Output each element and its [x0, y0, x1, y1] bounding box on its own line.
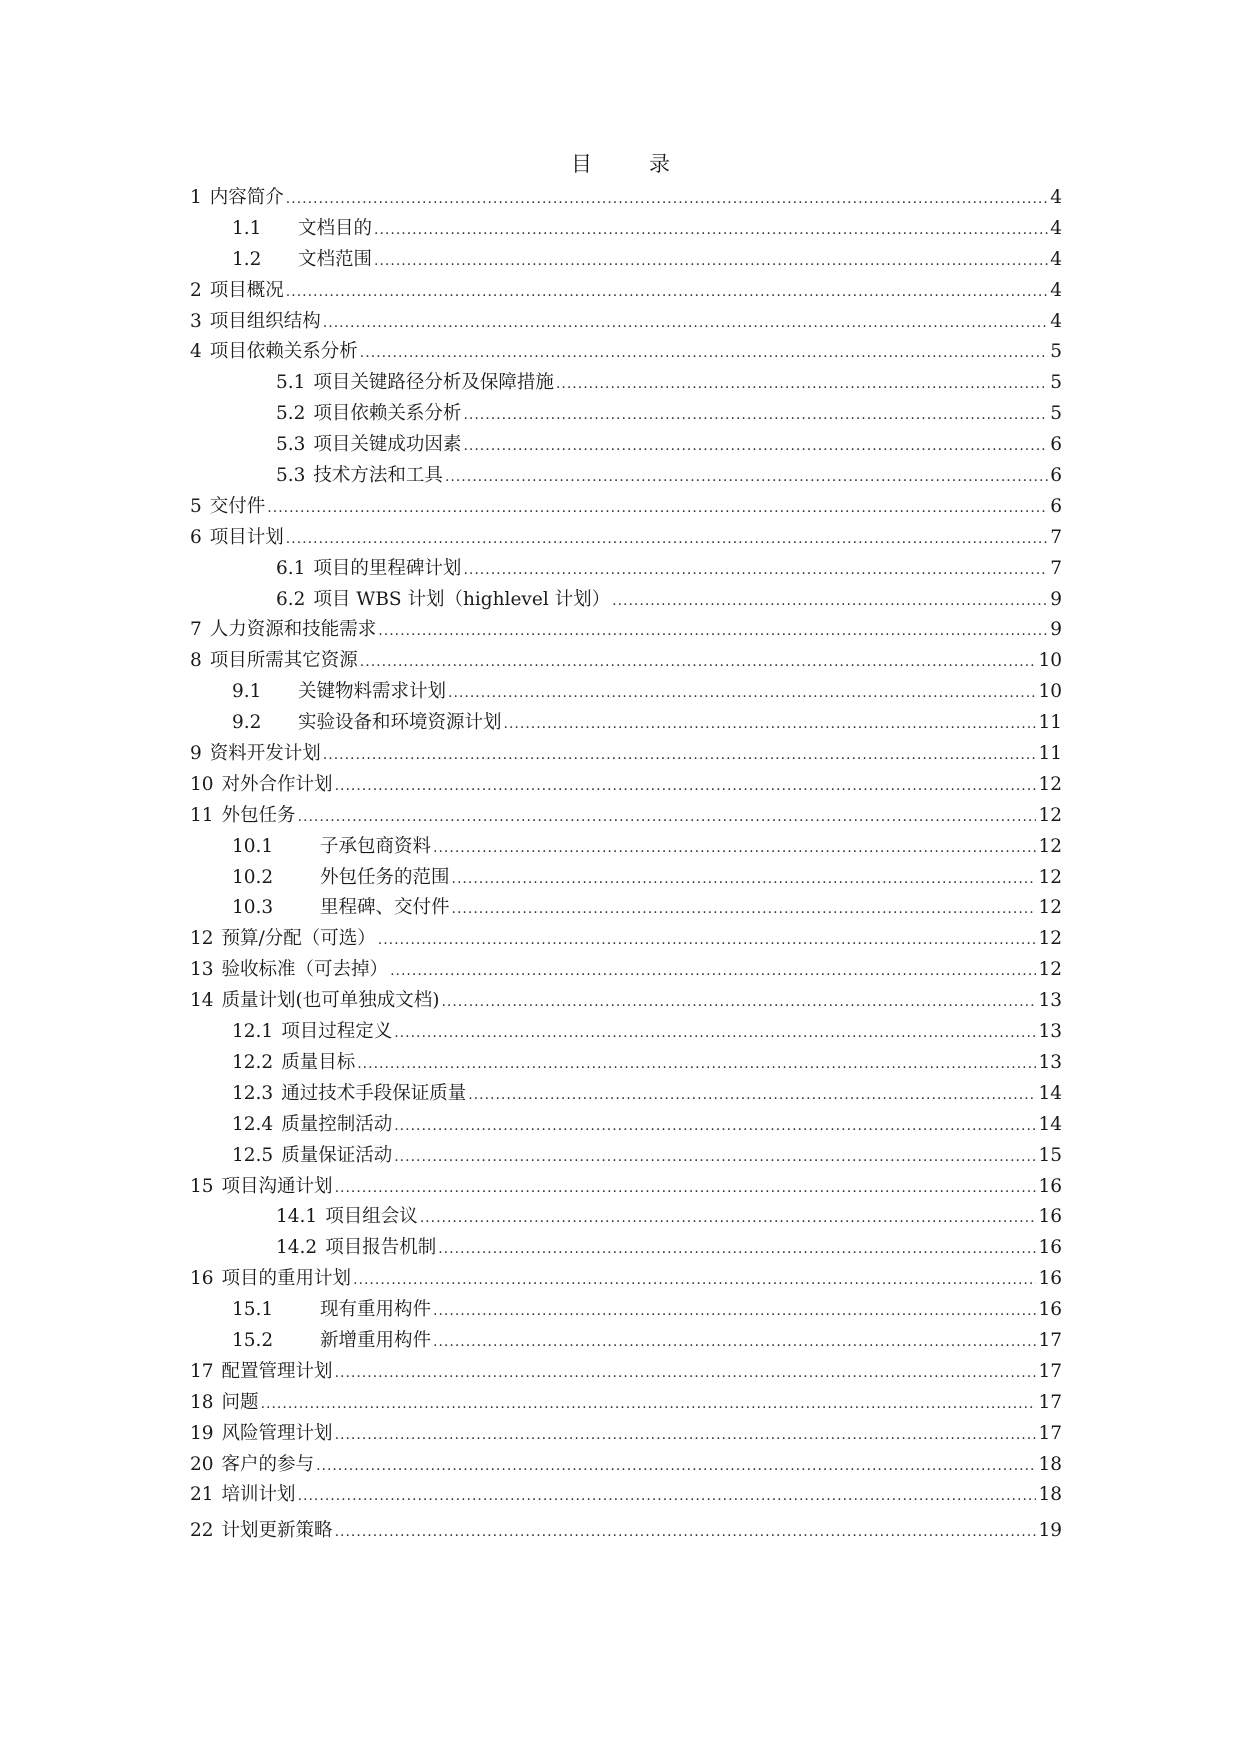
toc-entry-number: 7: [190, 619, 202, 641]
toc-entry-number: 21: [190, 1484, 214, 1506]
toc-entry-number: 5.2: [276, 403, 306, 425]
toc-entry[interactable]: [190, 1357, 1062, 1388]
toc-entry-page-number: 16: [1038, 1206, 1062, 1228]
toc-entry-page-number: 17: [1038, 1422, 1062, 1444]
toc-dot-leader: [612, 586, 1048, 617]
toc-entry[interactable]: [190, 1450, 1062, 1481]
toc-entry-number: 9.1: [232, 681, 262, 703]
toc-dot-leader: [452, 894, 1037, 925]
toc-entry-page-number: 12: [1038, 959, 1062, 981]
toc-entry-number: 2: [190, 279, 202, 301]
toc-dot-leader: [335, 1517, 1037, 1548]
toc-entry-number: 22: [190, 1520, 214, 1542]
toc-entry-label: 项目所需其它资源: [209, 650, 358, 672]
toc-entry-number: 12.3: [232, 1082, 274, 1104]
toc-entry-label: 项目沟通计划: [221, 1175, 333, 1197]
toc-entry-page-number: 16: [1038, 1237, 1062, 1259]
toc-entry-number: 5: [190, 495, 202, 517]
toc-entry-label: 风险管理计划: [221, 1422, 333, 1444]
toc-dot-leader: [335, 1358, 1037, 1389]
toc-entry[interactable]: [190, 646, 1062, 677]
toc-entry[interactable]: [190, 430, 1062, 461]
toc-dot-leader: [394, 1018, 1036, 1049]
toc-entry[interactable]: [190, 1516, 1062, 1547]
toc-entry-number: 6.1: [276, 557, 306, 579]
toc-entry[interactable]: [190, 739, 1062, 770]
toc-entry-label: 质量目标: [281, 1051, 356, 1073]
toc-dot-leader: [420, 1203, 1037, 1234]
toc-entry-label: 验收标准（可去掉）: [221, 959, 389, 981]
toc-entry[interactable]: [190, 245, 1062, 276]
toc-entry-label: 文档目的: [298, 217, 373, 239]
toc-entry-label: 资料开发计划: [209, 743, 321, 765]
toc-dot-leader: [378, 925, 1037, 956]
toc-entry-number: 9: [190, 743, 202, 765]
toc-entry-page-number: 13: [1038, 1051, 1062, 1073]
toc-entry-label: 子承包商资料: [320, 835, 432, 857]
toc-entry-page-number: 13: [1038, 1021, 1062, 1043]
toc-entry-number: 1.1: [232, 217, 262, 239]
toc-entry-page-number: 13: [1038, 990, 1062, 1012]
toc-entry-number: 5.3: [276, 434, 306, 456]
toc-entry-number: 9.2: [232, 712, 262, 734]
toc-entry[interactable]: [190, 801, 1062, 832]
toc-title: 目 录: [571, 152, 688, 176]
toc-entry-number: 17: [190, 1360, 214, 1382]
toc-entry-label: 项目计划: [209, 526, 284, 548]
toc-entry-page-number: 6: [1050, 434, 1062, 456]
toc-entry-label: 项目关键路径分析及保障措施: [313, 372, 554, 394]
toc-entry[interactable]: [190, 1110, 1062, 1141]
toc-entry[interactable]: [190, 337, 1062, 368]
toc-entry[interactable]: [190, 399, 1062, 430]
toc-entry-number: 1.2: [232, 248, 262, 270]
toc-dot-leader: [286, 277, 1048, 308]
toc-entry-label: 项目组会议: [325, 1206, 418, 1228]
toc-dot-leader: [357, 1049, 1036, 1080]
toc-dot-leader: [286, 524, 1048, 555]
toc-entry-label: 质量控制活动: [281, 1113, 393, 1135]
toc-entry-page-number: 16: [1038, 1299, 1062, 1321]
toc-entry-number: 18: [190, 1391, 214, 1413]
toc-entry-page-number: 19: [1038, 1520, 1062, 1542]
toc-entry-number: 8: [190, 650, 202, 672]
toc-entry[interactable]: [190, 924, 1062, 955]
toc-entry-page-number: 11: [1038, 743, 1062, 765]
toc-entry-label: 项目关键成功因素: [313, 434, 462, 456]
toc-entry[interactable]: [190, 1233, 1062, 1264]
toc-entry-page-number: 4: [1050, 279, 1062, 301]
toc-entry-label: 项目依赖关系分析: [313, 403, 462, 425]
toc-entry-label: 项目的里程碑计划: [313, 557, 462, 579]
toc-entry-page-number: 5: [1050, 372, 1062, 394]
toc-entry-page-number: 12: [1038, 897, 1062, 919]
toc-entry-label: 项目组织结构: [209, 310, 321, 332]
toc-entry-page-number: 7: [1050, 557, 1062, 579]
toc-entry[interactable]: [190, 1079, 1062, 1110]
toc-dot-leader: [394, 1142, 1036, 1173]
toc-entry-page-number: 6: [1050, 465, 1062, 487]
toc-dot-leader: [433, 1296, 1036, 1327]
toc-entry[interactable]: [190, 832, 1062, 863]
toc-entry[interactable]: [190, 307, 1062, 338]
toc-entry[interactable]: [190, 1172, 1062, 1203]
toc-dot-leader: [441, 987, 1036, 1018]
toc-entry[interactable]: [190, 1264, 1062, 1295]
toc-entry-label: 质量保证活动: [281, 1144, 393, 1166]
toc-entry-page-number: 17: [1038, 1329, 1062, 1351]
toc-entry-number: 19: [190, 1422, 214, 1444]
toc-entry-page-number: 4: [1050, 248, 1062, 270]
toc-dot-leader: [463, 431, 1048, 462]
toc-dot-leader: [298, 1481, 1037, 1512]
toc-entry-number: 5.1: [276, 372, 306, 394]
toc-entry-label: 客户的参与: [221, 1453, 315, 1475]
toc-entry-label: 通过技术手段保证质量: [281, 1082, 467, 1104]
toc-dot-leader: [438, 1234, 1036, 1265]
toc-dot-leader: [360, 647, 1037, 678]
toc-entry[interactable]: [190, 183, 1062, 214]
toc-entry-label: 质量计划(也可单独成文档): [221, 990, 440, 1012]
toc-entry[interactable]: [190, 1017, 1062, 1048]
toc-dot-leader: [360, 338, 1048, 369]
toc-dot-leader: [556, 369, 1048, 400]
toc-entry-number: 3: [190, 310, 202, 332]
table-of-contents: [190, 183, 1062, 1547]
toc-entry[interactable]: [190, 708, 1062, 739]
toc-entry[interactable]: [190, 1480, 1062, 1511]
toc-entry-label: 外包任务的范围: [320, 866, 450, 888]
toc-dot-leader: [316, 1451, 1036, 1482]
toc-entry-number: 10.2: [232, 866, 274, 888]
toc-dot-leader: [335, 1420, 1037, 1451]
toc-entry-number: 15: [190, 1175, 214, 1197]
toc-entry-page-number: 4: [1050, 187, 1062, 208]
toc-entry-number: 10: [190, 773, 214, 795]
toc-entry[interactable]: [190, 554, 1062, 585]
toc-entry-label: 项目过程定义: [281, 1021, 393, 1043]
toc-entry[interactable]: [190, 863, 1062, 894]
toc-entry[interactable]: [190, 770, 1062, 801]
toc-entry[interactable]: [190, 1202, 1062, 1233]
toc-entry-number: 14: [190, 990, 214, 1012]
toc-entry-page-number: 15: [1038, 1144, 1062, 1166]
toc-entry-number: 1: [190, 187, 202, 208]
toc-entry-label: 人力资源和技能需求: [209, 619, 377, 641]
toc-dot-leader: [378, 616, 1048, 647]
toc-entry[interactable]: [190, 276, 1062, 307]
toc-entry[interactable]: [190, 1419, 1062, 1450]
toc-entry-page-number: 12: [1038, 928, 1062, 950]
toc-entry[interactable]: [190, 986, 1062, 1017]
toc-entry[interactable]: [190, 523, 1062, 554]
toc-entry[interactable]: [190, 461, 1062, 492]
toc-dot-leader: [267, 493, 1048, 524]
toc-entry-label: 新增重用构件: [320, 1329, 432, 1351]
toc-entry-page-number: 6: [1050, 495, 1062, 517]
toc-entry-page-number: 11: [1038, 712, 1062, 734]
toc-entry[interactable]: [190, 368, 1062, 399]
toc-entry-page-number: 9: [1050, 588, 1062, 610]
toc-entry-page-number: 12: [1038, 866, 1062, 888]
toc-entry-page-number: 14: [1038, 1082, 1062, 1104]
toc-entry-page-number: 12: [1038, 835, 1062, 857]
toc-entry-number: 12: [190, 928, 214, 950]
toc-entry[interactable]: [190, 955, 1062, 986]
toc-entry-page-number: 12: [1038, 773, 1062, 795]
toc-entry-page-number: 5: [1050, 403, 1062, 425]
toc-dot-leader: [335, 771, 1037, 802]
toc-dot-leader: [433, 833, 1036, 864]
toc-entry-page-number: 16: [1038, 1175, 1062, 1197]
toc-dot-leader: [394, 1111, 1036, 1142]
toc-entry-number: 11: [190, 804, 214, 826]
toc-entry-page-number: 10: [1038, 681, 1062, 703]
toc-entry-label: 计划更新策略: [221, 1520, 333, 1542]
toc-entry-label: 技术方法和工具: [313, 465, 443, 487]
toc-entry-label: 对外合作计划: [221, 773, 333, 795]
toc-entry-label: 实验设备和环境资源计划: [298, 712, 502, 734]
toc-dot-leader: [286, 184, 1048, 215]
toc-entry-number: 12.1: [232, 1021, 274, 1043]
toc-entry[interactable]: [190, 1326, 1062, 1357]
toc-entry-page-number: 10: [1038, 650, 1062, 672]
toc-entry[interactable]: [190, 492, 1062, 523]
toc-entry-number: 10.1: [232, 835, 274, 857]
toc-entry-number: 13: [190, 959, 214, 981]
toc-entry-page-number: 7: [1050, 526, 1062, 548]
toc-entry[interactable]: [190, 1141, 1062, 1172]
toc-entry-label: 文档范围: [298, 248, 373, 270]
toc-dot-leader: [433, 1327, 1036, 1358]
toc-entry-page-number: 17: [1038, 1391, 1062, 1413]
toc-entry-label: 内容简介: [209, 187, 284, 208]
toc-entry-number: 4: [190, 341, 202, 363]
toc-dot-leader: [323, 308, 1048, 339]
toc-entry-label: 项目依赖关系分析: [209, 341, 358, 363]
toc-entry[interactable]: [190, 893, 1062, 924]
toc-entry-label: 项目的重用计划: [221, 1268, 352, 1290]
toc-entry-label: 项目 WBS 计划（highlevel 计划）: [313, 588, 611, 610]
toc-entry[interactable]: [190, 585, 1062, 616]
toc-entry[interactable]: [190, 677, 1062, 708]
toc-entry-number: 12.2: [232, 1051, 274, 1073]
toc-dot-leader: [353, 1265, 1036, 1296]
toc-entry[interactable]: [190, 615, 1062, 646]
toc-entry-number: 14.2: [276, 1237, 318, 1259]
toc-entry-page-number: 5: [1050, 341, 1062, 363]
toc-dot-leader: [452, 864, 1037, 895]
toc-entry-number: 20: [190, 1453, 214, 1475]
toc-entry-page-number: 18: [1038, 1453, 1062, 1475]
toc-entry-number: 6.2: [276, 588, 306, 610]
toc-entry-label: 项目概况: [209, 279, 284, 301]
toc-entry-page-number: 14: [1038, 1113, 1062, 1135]
toc-entry-number: 6: [190, 526, 202, 548]
toc-entry-page-number: 18: [1038, 1484, 1062, 1506]
toc-dot-leader: [504, 709, 1037, 740]
toc-entry-label: 外包任务: [221, 804, 296, 826]
toc-dot-leader: [298, 802, 1037, 833]
toc-dot-leader: [335, 1173, 1037, 1204]
toc-entry-label: 培训计划: [221, 1484, 296, 1506]
toc-dot-leader: [445, 462, 1048, 493]
toc-entry-label: 现有重用构件: [320, 1299, 432, 1321]
toc-entry-page-number: 4: [1050, 217, 1062, 239]
toc-entry[interactable]: [190, 1388, 1062, 1419]
toc-entry-number: 16: [190, 1268, 214, 1290]
toc-dot-leader: [374, 246, 1048, 277]
toc-entry-label: 里程碑、交付件: [320, 897, 450, 919]
toc-dot-leader: [463, 555, 1048, 586]
toc-entry-number: 14.1: [276, 1206, 318, 1228]
toc-entry-page-number: 12: [1038, 804, 1062, 826]
toc-entry-label: 项目报告机制: [325, 1237, 437, 1259]
toc-entry[interactable]: [190, 1048, 1062, 1079]
toc-entry-page-number: 17: [1038, 1360, 1062, 1382]
toc-entry-label: 关键物料需求计划: [298, 681, 447, 703]
toc-dot-leader: [390, 956, 1036, 987]
toc-entry-page-number: 9: [1050, 619, 1062, 641]
toc-dot-leader: [323, 740, 1037, 771]
toc-entry-number: 10.3: [232, 897, 274, 919]
toc-dot-leader: [463, 400, 1048, 431]
toc-entry-number: 5.3: [276, 465, 306, 487]
toc-entry-label: 预算/分配（可选）: [221, 928, 376, 950]
toc-entry-page-number: 16: [1038, 1268, 1062, 1290]
toc-entry-label: 配置管理计划: [221, 1360, 333, 1382]
toc-entry-number: 15.2: [232, 1329, 274, 1351]
toc-dot-leader: [448, 678, 1036, 709]
toc-dot-leader: [374, 215, 1048, 246]
toc-entry[interactable]: [190, 1295, 1062, 1326]
toc-entry-number: 12.5: [232, 1144, 274, 1166]
toc-entry-number: 15.1: [232, 1299, 274, 1321]
toc-entry[interactable]: [190, 214, 1062, 245]
toc-dot-leader: [261, 1389, 1037, 1420]
toc-entry-label: 交付件: [209, 495, 266, 517]
toc-entry-label: 问题: [221, 1391, 259, 1413]
toc-entry-page-number: 4: [1050, 310, 1062, 332]
toc-dot-leader: [468, 1080, 1036, 1111]
toc-entry-number: 12.4: [232, 1113, 274, 1135]
